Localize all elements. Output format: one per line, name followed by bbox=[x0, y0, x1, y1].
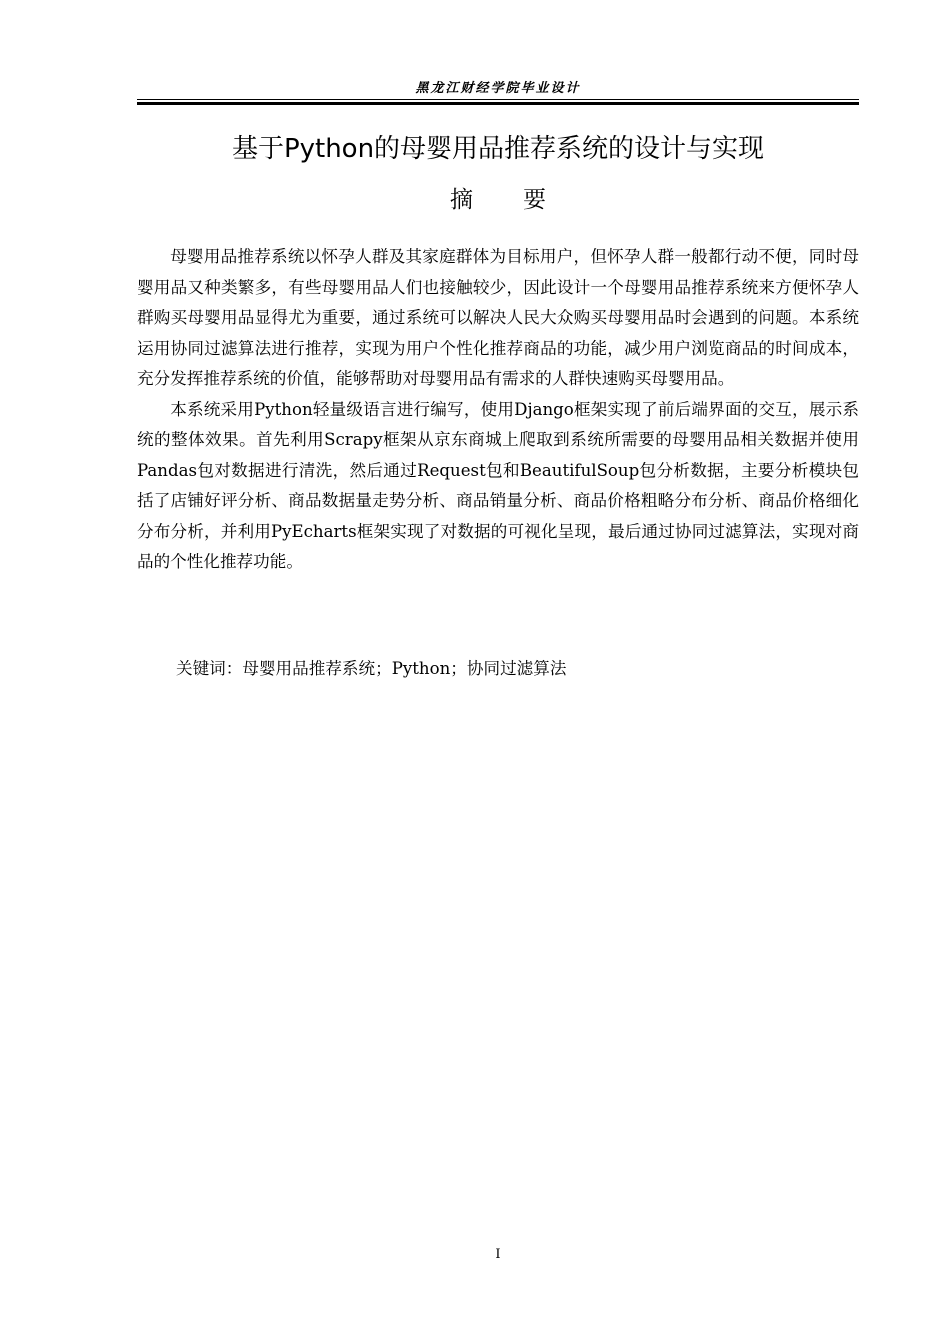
header-rule-thick bbox=[137, 102, 859, 105]
abstract-body bbox=[137, 242, 859, 578]
abstract-heading bbox=[137, 182, 859, 218]
keywords-line bbox=[176, 655, 859, 683]
abstract-paragraph-1: 母婴用品推荐系统以怀孕人群及其家庭群体为目标用户，但怀孕人群一般都行动不便，同时母婴用品又种类繁多，有些母婴用品人们也接触较少，因此设计一个母婴用品推荐系统来方便怀孕人群购买母婴用品显得尤为重要，通过系统可以解决人民大众购买母婴用品时会遇到的问题。本系统运用协同过滤算法进行推荐，实现为用户个性化推荐商品的功能，减少用户浏览商品的时间成本，充分发挥推荐系统的价值，能够帮助对母婴用品有需求的人群快速购买母婴用品。 bbox=[137, 247, 859, 388]
keywords-label: 关键词： bbox=[176, 659, 243, 678]
abstract-paragraph-2: 本系统采用Python轻量级语言进行编写，使用Django框架实现了前后端界面的交互，展示系统的整体效果。首先利用Scrapy框架从京东商城上爬取到系统所需要的母婴用品相关数据并使用Pandas包对数据进行清洗，然后通过Request包和BeautifulSoup包分析数据，主要分析模块包括了店铺好评分析、商品数据量走势分析、商品销量分析、商品价格粗略分布分析、商品价格细化分布分析，并利用PyEcharts框架实现了对数据的可视化呈现，最后通过协同过滤算法，实现对商品的个性化推荐功能。 bbox=[137, 399, 859, 571]
keywords-value: 母婴用品推荐系统；Python；协同过滤算法 bbox=[242, 659, 567, 678]
page-number: I bbox=[495, 1247, 501, 1262]
paper-title: 基于Python的母婴用品推荐系统的设计与实现 bbox=[231, 134, 765, 164]
header-rule-thin bbox=[137, 99, 859, 100]
abstract-heading-left: 摘 bbox=[450, 187, 473, 213]
running-header: 黑龙江财经学院毕业设计 bbox=[415, 81, 581, 96]
abstract-heading-right: 要 bbox=[523, 187, 546, 213]
